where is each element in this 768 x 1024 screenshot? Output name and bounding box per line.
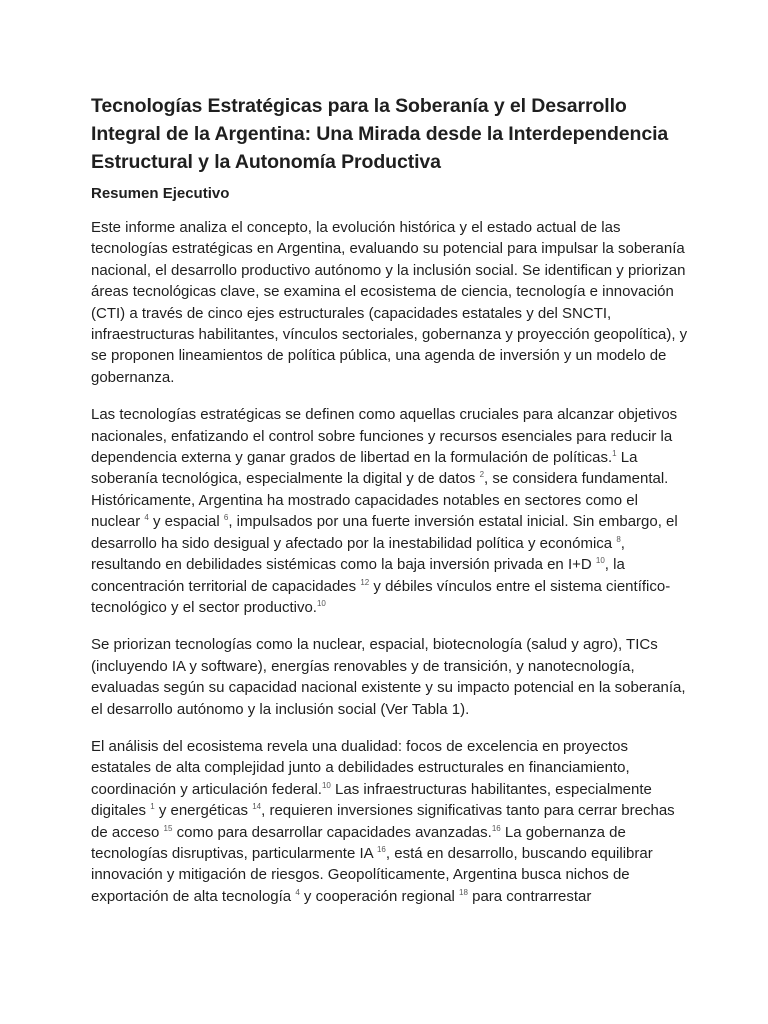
paragraph-text: y energéticas [154, 802, 253, 820]
paragraph-text: , requieren inversiones significativas tanto para cerrar brechas de acceso [91, 802, 675, 841]
footnote-ref[interactable]: 10 [595, 556, 605, 566]
paragraph-text: y débiles vínculos entre el sistema científico-tecnológico y el sector productivo. [91, 577, 671, 616]
paragraph-text: , la concentración territorial de capacidades [91, 556, 625, 595]
footnote-ref[interactable]: 10 [321, 780, 331, 790]
footnote-ref[interactable]: 10 [316, 598, 326, 608]
footnote-ref[interactable]: 4 [295, 887, 300, 897]
paragraph-1 [91, 217, 691, 388]
document-page [91, 92, 691, 923]
footnote-ref[interactable]: 2 [479, 470, 485, 480]
footnote-ref[interactable]: 1 [612, 449, 617, 459]
paragraph-3 [91, 634, 691, 720]
footnote-ref[interactable]: 18 [459, 887, 468, 897]
paragraph-2 [91, 404, 691, 618]
footnote-ref[interactable]: 1 [150, 802, 155, 812]
document-title: Tecnologías Estratégicas para la Soberanía y el Desarrollo Integral de la Argentina: Una Mirada desde la Interdependencia Estructural y la Autonomía Productiva [91, 95, 669, 173]
paragraph-text: Las infraestructuras habilitantes, especialmente digitales [91, 780, 652, 820]
paragraph-text: Se priorizan tecnologías como la nuclear, espacial, biotecnología (salud y agro), TICs (incluyendo IA y software), energías renovables y de transición, y nanotecnología, evaluadas según su capacidad nacional existente y su impacto potencial en la soberanía, el desarrollo autónomo y la inclusión social (Ver Tabla 1). [91, 636, 686, 718]
paragraph-text: La gobernanza de tecnologías disruptivas, particularmente IA [91, 823, 626, 862]
paragraph-text: y espacial [148, 513, 224, 531]
footnote-ref[interactable]: 16 [491, 823, 501, 833]
footnote-ref[interactable]: 15 [163, 823, 173, 833]
paragraph-text: Las tecnologías estratégicas se definen como aquellas cruciales para alcanzar objetivos nacionales, enfatizando el control sobre funciones y recursos esenciales para reducir la dependencia externa y ganar grados de libertad en la formulación de políticas. [91, 406, 678, 467]
footnote-ref[interactable]: 6 [223, 513, 229, 523]
paragraph-text: , impulsados por una fuerte inversión estatal inicial. Sin embargo, el desarrollo ha sido desigual y afectado por la inestabilidad política y económica [91, 513, 678, 552]
paragraph-text: para contrarrestar [467, 887, 592, 905]
footnote-ref[interactable]: 16 [376, 844, 386, 854]
paragraph-text: La soberanía tecnológica, especialmente la digital y de datos [91, 449, 638, 488]
section-heading: Resumen Ejecutivo [91, 185, 230, 202]
paragraph-text: , está en desarrollo, buscando equilibrar innovación y mitigación de riesgos. Geopolíticamente, Argentina busca nichos de exportación de alta tecnología [91, 844, 653, 905]
paragraph-text: Este informe analiza el concepto, la evolución histórica y el estado actual de las tecnologías estratégicas en Argentina, evaluando su potencial para impulsar la soberanía nacional, el desarrollo productivo autónomo y la inclusión social. Se identifican y priorizan áreas tecnológicas clave, se examina el ecosistema de ciencia, tecnología e innovación (CTI) a través de cinco ejes estructurales (capacidades estatales y del SNCTI, infraestructuras habilitantes, vínculos sectoriales, gobernanza y proyección geopolítica), y se proponen lineamientos de política pública, una agenda de inversión y un modelo de gobernanza. [91, 219, 688, 386]
footnote-ref[interactable]: 12 [360, 577, 370, 587]
paragraph-text: como para desarrollar capacidades avanzadas. [172, 823, 492, 841]
footnote-ref[interactable]: 4 [144, 513, 149, 523]
paragraph-text: , se considera fundamental. Históricamente, Argentina ha mostrado capacidades notables en sectores como el nuclear [91, 470, 669, 531]
footnote-ref[interactable]: 14 [252, 802, 262, 812]
paragraph-text: El análisis del ecosistema revela una dualidad: focos de excelencia en proyectos estatales de alta complejidad junto a debilidades estructurales en financiamiento, coordinación y articulación federal. [91, 737, 630, 798]
paragraph-text: , resultando en debilidades sistémicas como la baja inversión privada en I+D [91, 534, 625, 574]
footnote-ref[interactable]: 8 [616, 534, 621, 544]
paragraph-text: y cooperación regional [299, 887, 460, 905]
paragraph-4 [91, 736, 691, 907]
